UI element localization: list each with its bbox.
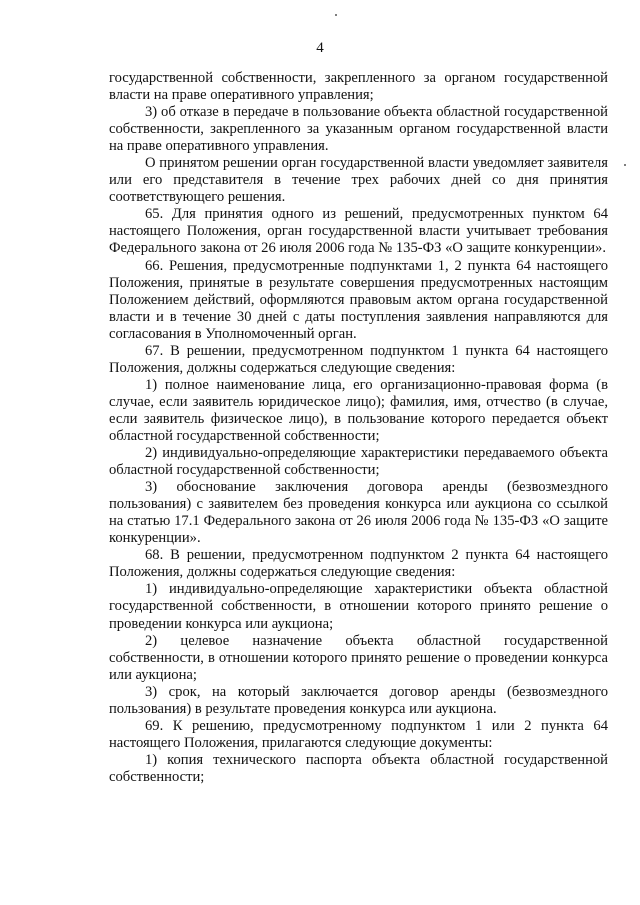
paragraph: 3) срок, на который заключается договор аренды (безвозмездного пользования) в результате проведения конкурса или аукциона. [109,683,608,717]
paragraph: 66. Решения, предусмотренные подпунктами 1, 2 пункта 64 настоящего Положения, принятые в результате совершения предусмотренных настоящим Положением действий, оформляются правовым актом органа государственной власти и в течение 30 дней с даты поступления заявления направляются для согласования в Уполномоченный орган. [109,257,608,342]
scan-speck [335,14,337,16]
document-body [109,70,608,786]
paragraph: государственной собственности, закрепленного за органом государственной власти на праве оперативного управления; [109,70,608,104]
paragraph: 3) об отказе в передаче в пользование объекта областной государственной собственности, закрепленного за указанным органом государственной власти на праве оперативного управления. [109,104,608,155]
scan-speck [624,164,626,166]
paragraph: 2) индивидуально-определяющие характеристики передаваемого объекта областной государственной собственности; [109,445,608,479]
page-number: 4 [316,40,324,56]
paragraph: 1) полное наименование лица, его организационно-правовая форма (в случае, если заявитель юридическое лицо); фамилия, имя, отчество (в случае, если заявитель физическое лицо), в пользование которого передается объект областной государственной собственности; [109,376,608,444]
paragraph: 1) индивидуально-определяющие характеристики объекта областной государственной собственности, в отношении которого принято решение о проведении конкурса или аукциона; [109,581,608,632]
paragraph: 1) копия технического паспорта объекта областной государственной собственности; [109,751,608,785]
paragraph: 3) обоснование заключения договора аренды (безвозмездного пользования) с заявителем без проведения конкурса или аукциона со ссылкой на статью 17.1 Федерального закона от 26 июля 2006 года № 135-ФЗ «О защите конкуренции». [109,479,608,547]
paragraph: 68. В решении, предусмотренном подпунктом 2 пункта 64 настоящего Положения, должны содержаться следующие сведения: [109,547,608,581]
paragraph: 2) целевое назначение объекта областной государственной собственности, в отношении которого принято решение о проведении конкурса или аукциона; [109,632,608,683]
paragraph: 67. В решении, предусмотренном подпунктом 1 пункта 64 настоящего Положения, должны содержаться следующие сведения: [109,342,608,376]
paragraph: 65. Для принятия одного из решений, предусмотренных пунктом 64 настоящего Положения, орган государственной власти учитывает требования Федерального закона от 26 июля 2006 года № 135-ФЗ «О защите конкуренции». [109,206,608,257]
paragraph: О принятом решении орган государственной власти уведомляет заявителя или его представителя в течение трех рабочих дней со дня принятия соответствующего решения. [109,155,608,206]
paragraph: 69. К решению, предусмотренному подпунктом 1 или 2 пункта 64 настоящего Положения, прилагаются следующие документы: [109,717,608,751]
